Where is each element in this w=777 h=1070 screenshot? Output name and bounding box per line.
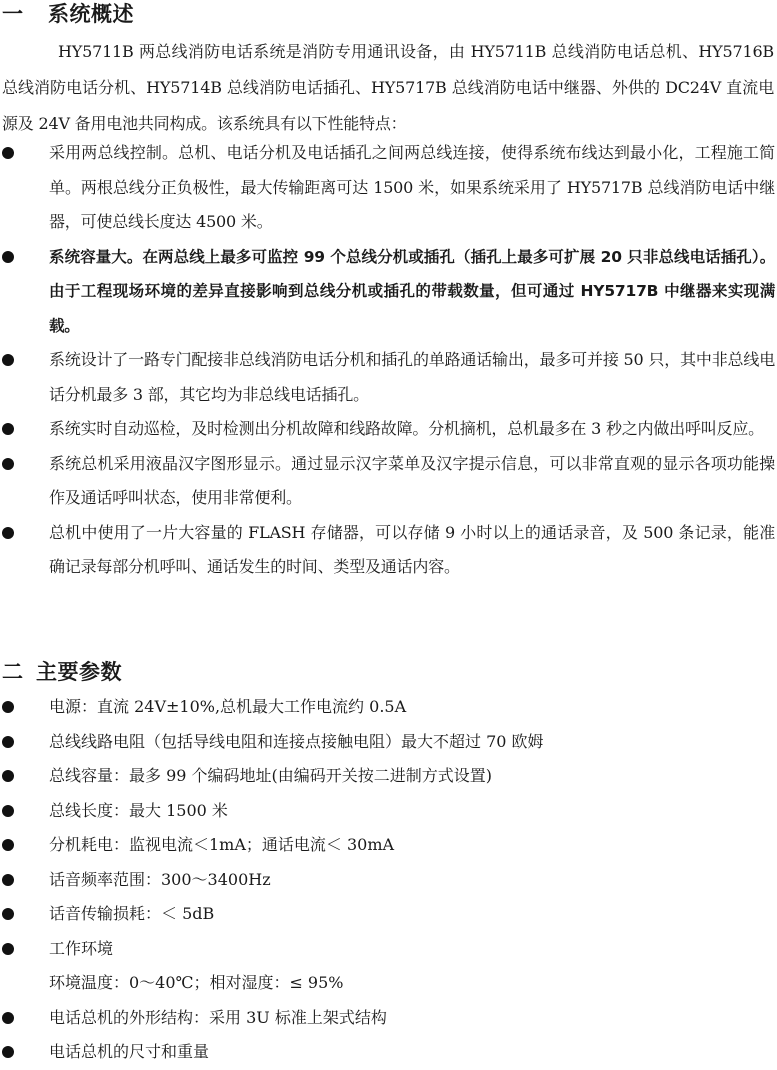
parameter-item [0,828,777,863]
parameter-item [0,1035,777,1070]
parameter-item [0,690,777,725]
parameter-text: 总线容量：最多 99 个编码地址(由编码开关按二进制方式设置) [49,766,493,785]
parameter-text: 工作环境 [49,938,114,958]
feature-item [0,516,777,585]
bullet-icon [2,839,14,851]
parameter-list [0,690,777,1070]
parameter-item [0,794,777,829]
environment-detail: 环境温度：0～40℃；相对湿度：≤ 95% [49,973,344,992]
parameter-item [0,1001,777,1036]
parameter-item [0,932,777,967]
bullet-icon [2,147,14,159]
section-number: 二 [2,660,24,684]
feature-item [0,136,777,240]
section-heading-overview [2,0,134,28]
feature-text: 总机中使用了一片大容量的 FLASH 存储器，可以存储 9 小时以上的通话录音，及 500 条记录，能准确记录每部分机呼叫、通话发生的时间、类型及通话内容。 [49,522,775,576]
bullet-icon [2,458,14,470]
feature-text: 系统实时自动巡检，及时检测出分机故障和线路故障。分机摘机，总机最多在 3 秒之内做出呼叫反应。 [49,419,764,438]
feature-item [0,343,777,412]
bullet-icon [2,943,14,955]
parameter-text: 话音传输损耗：＜ 5dB [49,904,215,923]
intro-paragraph: HY5711B 两总线消防电话系统是消防专用通讯设备，由 HY5711B 总线消防电话总机、HY5716B 总线消防电话分机、HY5714B 总线消防电话插孔、HY5717B 总线消防电话中继器、外供的 DC24V 直流电源及 24V 备用电池共同构成。该系统具有以下性能特点： [2,42,774,133]
bullet-icon [2,908,14,920]
bullet-icon [2,354,14,366]
parameter-text: 电话总机的外形结构：采用 3U 标准上架式结构 [49,1007,387,1027]
bullet-icon [2,1046,14,1058]
bullet-icon [2,874,14,886]
section-title-text: 主要参数 [36,660,122,684]
feature-list [0,136,777,585]
feature-text: 系统总机采用液晶汉字图形显示。通过显示汉字菜单及汉字提示信息，可以非常直观的显示各项功能操作及通话呼叫状态，使用非常便利。 [49,453,775,507]
feature-item [0,447,777,516]
parameter-item [0,863,777,898]
parameter-item [0,725,777,760]
feature-text: 系统设计了一路专门配接非总线消防电话分机和插孔的单路通话输出，最多可并接 50 只，其中非总线电话分机最多 3 部，其它均为非总线电话插孔。 [49,350,775,404]
parameter-item [0,897,777,932]
bullet-icon [2,1012,14,1024]
section-title-text: 系统概述 [48,2,134,26]
feature-text: 采用两总线控制。总机、电话分机及电话插孔之间两总线连接，使得系统布线达到最小化，工程施工简单。两根总线分正负极性，最大传输距离可达 1500 米，如果系统采用了 HY5717B 总线消防电话中继器，可使总线长度达 4500 米。 [49,143,775,231]
parameter-text: 总线线路电阻（包括导线电阻和连接点接触电阻）最大不超过 70 欧姆 [49,731,544,751]
parameter-text: 电源：直流 24V±10%,总机最大工作电流约 0.5A [49,697,407,716]
section-number: 一 [2,2,24,26]
feature-item [0,240,777,344]
feature-text: 系统容量大。在两总线上最多可监控 99 个总线分机或插孔（插孔上最多可扩展 20 只非总线电话插孔）。由于工程现场环境的差异直接影响到总线分机或插孔的带载数量，但可通过 HY5717B 中继器来实现满载。 [49,247,775,335]
parameter-text: 话音频率范围：300～3400Hz [49,869,271,889]
parameter-text: 电话总机的尺寸和重量 [49,1042,210,1061]
parameter-item [0,759,777,794]
bullet-icon [2,251,14,263]
bullet-icon [2,805,14,817]
bullet-icon [2,527,14,539]
parameter-text: 总线长度：最大 1500 米 [49,800,228,820]
bullet-icon [2,701,14,713]
parameter-text: 分机耗电：监视电流＜1mA；通话电流＜ 30mA [49,835,395,854]
bullet-icon [2,770,14,782]
section-heading-parameters [2,658,122,686]
bullet-icon [2,736,14,748]
feature-item [0,412,777,447]
bullet-icon [2,423,14,435]
